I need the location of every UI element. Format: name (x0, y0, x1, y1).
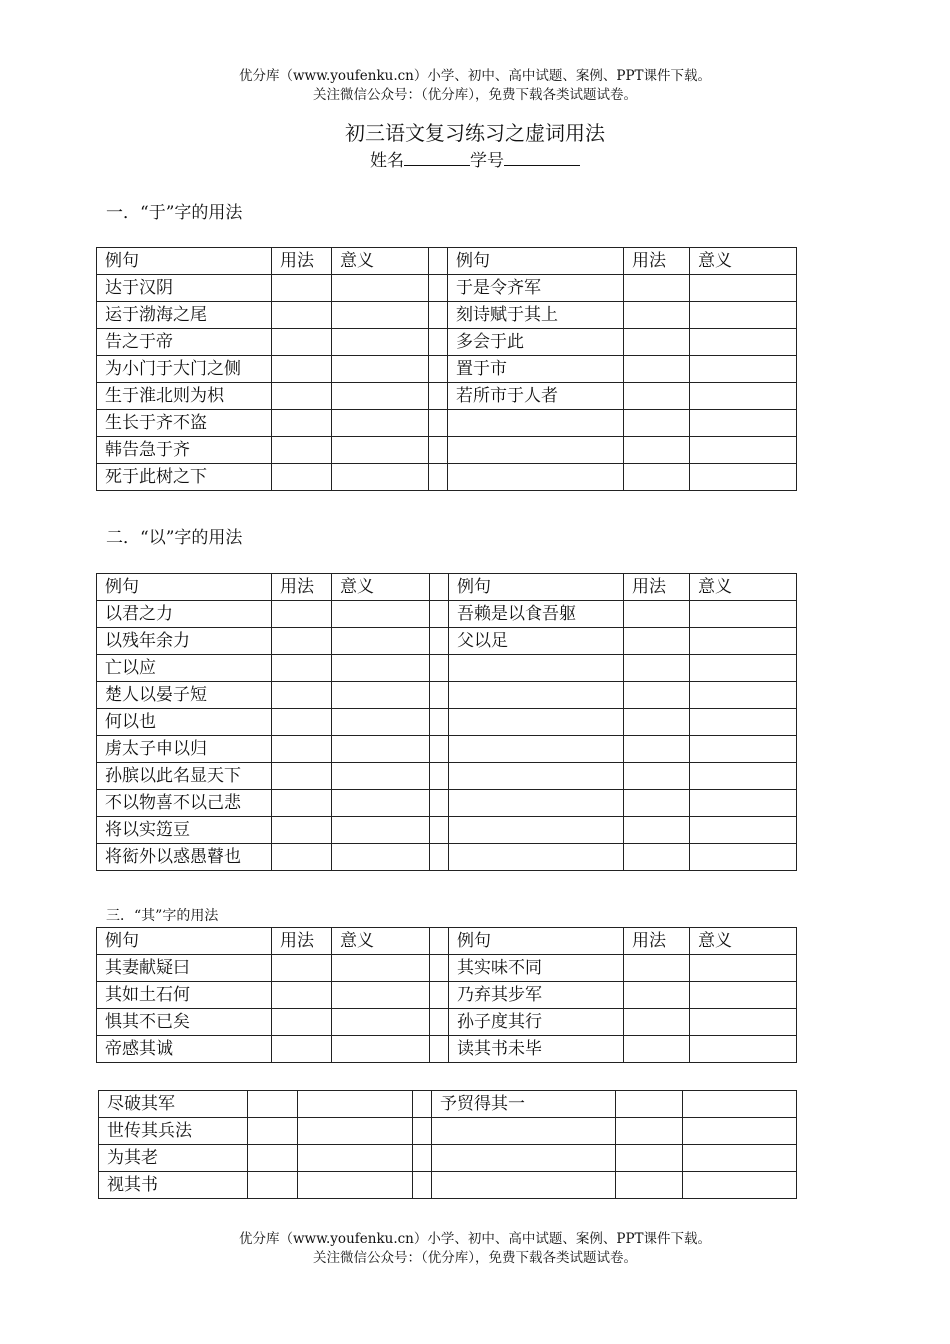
table-row (97, 763, 797, 790)
separator-cell (430, 655, 449, 682)
example-sentence (449, 844, 624, 871)
example-sentence: 为其老 (99, 1145, 248, 1172)
name-label: 姓名 (370, 151, 404, 171)
example-sentence (432, 1118, 616, 1145)
separator-cell (430, 982, 449, 1009)
meaning-answer-cell[interactable] (332, 655, 430, 682)
table-row (99, 1118, 797, 1145)
section-heading-yu: 一．“于”字的用法 (106, 203, 243, 223)
usage-answer-cell[interactable] (624, 383, 690, 410)
meaning-answer-cell[interactable] (332, 383, 429, 410)
usage-answer-cell[interactable] (272, 763, 332, 790)
col-header-example: 例句 (97, 248, 272, 275)
table-row (97, 628, 797, 655)
footer-line-1: 优分库（www.youfenku.cn）小学、初中、高中试题、案例、PPT课件下载。 (238, 1231, 712, 1247)
meaning-answer-cell[interactable] (332, 302, 429, 329)
usage-answer-cell[interactable] (624, 655, 690, 682)
meaning-answer-cell[interactable] (690, 1036, 797, 1063)
usage-answer-cell[interactable] (624, 1009, 690, 1036)
meaning-answer-cell[interactable] (298, 1118, 413, 1145)
meaning-answer-cell[interactable] (690, 383, 797, 410)
table-row (97, 1009, 797, 1036)
meaning-answer-cell[interactable] (332, 628, 430, 655)
example-sentence: 于是令齐军 (448, 275, 624, 302)
meaning-answer-cell[interactable] (683, 1118, 797, 1145)
table-row (97, 410, 797, 437)
example-sentence: 何以也 (97, 709, 272, 736)
example-sentence: 世传其兵法 (99, 1118, 248, 1145)
col-header-example: 例句 (449, 928, 624, 955)
meaning-answer-cell[interactable] (332, 437, 429, 464)
usage-answer-cell[interactable] (624, 817, 690, 844)
table-row (99, 1172, 797, 1199)
meaning-answer-cell[interactable] (332, 982, 430, 1009)
header-line-1: 优分库（www.youfenku.cn）小学、初中、高中试题、案例、PPT课件下载。 (238, 68, 712, 84)
usage-answer-cell[interactable] (272, 464, 332, 491)
example-sentence: 其妻献疑曰 (97, 955, 272, 982)
meaning-answer-cell[interactable] (332, 410, 429, 437)
example-sentence: 韩告急于齐 (97, 437, 272, 464)
usage-answer-cell[interactable] (272, 302, 332, 329)
col-header-meaning: 意义 (332, 928, 430, 955)
table-row (97, 844, 797, 871)
col-header-example: 例句 (449, 574, 624, 601)
col-header-usage: 用法 (624, 928, 690, 955)
usage-answer-cell[interactable] (616, 1145, 683, 1172)
table-row (97, 437, 797, 464)
table-row (97, 329, 797, 356)
table-row (97, 709, 797, 736)
meaning-answer-cell[interactable] (690, 982, 797, 1009)
example-sentence (449, 682, 624, 709)
example-sentence: 生长于齐不盗 (97, 410, 272, 437)
example-sentence: 刻诗赋于其上 (448, 302, 624, 329)
example-sentence: 其实味不同 (449, 955, 624, 982)
meaning-answer-cell[interactable] (690, 844, 797, 871)
table-header-row (97, 928, 797, 955)
meaning-answer-cell[interactable] (690, 302, 797, 329)
meaning-answer-cell[interactable] (690, 655, 797, 682)
separator-cell (430, 709, 449, 736)
table-row (99, 1145, 797, 1172)
meaning-answer-cell[interactable] (298, 1145, 413, 1172)
table-row (97, 601, 797, 628)
meaning-answer-cell[interactable] (690, 682, 797, 709)
separator-cell (430, 1036, 449, 1063)
example-sentence: 以君之力 (97, 601, 272, 628)
col-header-usage: 用法 (272, 248, 332, 275)
table-row (97, 356, 797, 383)
meaning-answer-cell[interactable] (690, 763, 797, 790)
meaning-answer-cell[interactable] (332, 329, 429, 356)
separator-cell (429, 356, 448, 383)
separator-cell (429, 275, 448, 302)
id-label: 学号 (470, 151, 504, 171)
example-sentence: 乃弃其步军 (449, 982, 624, 1009)
usage-answer-cell[interactable] (272, 709, 332, 736)
table-row (97, 1036, 797, 1063)
col-header-usage: 用法 (624, 248, 690, 275)
meaning-answer-cell[interactable] (690, 790, 797, 817)
example-sentence: 其如土石何 (97, 982, 272, 1009)
example-sentence: 楚人以晏子短 (97, 682, 272, 709)
col-header-example: 例句 (97, 574, 272, 601)
meaning-answer-cell[interactable] (690, 437, 797, 464)
example-sentence (449, 736, 624, 763)
meaning-answer-cell[interactable] (690, 736, 797, 763)
example-sentence: 虏太子申以归 (97, 736, 272, 763)
meaning-answer-cell[interactable] (690, 275, 797, 302)
col-header-meaning: 意义 (690, 574, 797, 601)
table-row (97, 982, 797, 1009)
usage-answer-cell[interactable] (272, 790, 332, 817)
meaning-answer-cell[interactable] (298, 1091, 413, 1118)
table-row (97, 383, 797, 410)
usage-answer-cell[interactable] (272, 955, 332, 982)
meaning-answer-cell[interactable] (690, 628, 797, 655)
example-sentence: 多会于此 (448, 329, 624, 356)
meaning-answer-cell[interactable] (332, 709, 430, 736)
usage-answer-cell[interactable] (624, 709, 690, 736)
usage-answer-cell[interactable] (272, 844, 332, 871)
meaning-answer-cell[interactable] (332, 955, 430, 982)
meaning-answer-cell[interactable] (332, 464, 429, 491)
example-sentence (448, 464, 624, 491)
separator-cell (413, 1118, 432, 1145)
meaning-answer-cell[interactable] (690, 601, 797, 628)
meaning-answer-cell[interactable] (332, 817, 430, 844)
separator-cell (430, 628, 449, 655)
usage-answer-cell[interactable] (624, 955, 690, 982)
separator-cell (430, 1009, 449, 1036)
table-header-row (97, 574, 797, 601)
section-heading-qi: 三．“其”字的用法 (106, 908, 219, 924)
table-yi (96, 573, 797, 871)
usage-answer-cell[interactable] (272, 1009, 332, 1036)
usage-answer-cell[interactable] (624, 790, 690, 817)
col-header-meaning: 意义 (690, 248, 797, 275)
table-row (99, 1091, 797, 1118)
usage-answer-cell[interactable] (624, 736, 690, 763)
meaning-answer-cell[interactable] (690, 1009, 797, 1036)
col-header-example: 例句 (97, 928, 272, 955)
example-sentence: 将衒外以惑愚瞽也 (97, 844, 272, 871)
separator-cell (429, 302, 448, 329)
usage-answer-cell[interactable] (248, 1091, 298, 1118)
col-header-meaning: 意义 (332, 248, 429, 275)
table-row (97, 302, 797, 329)
section-heading-yi: 二．“以”字的用法 (106, 528, 243, 548)
header-line-2: 关注微信公众号：（优分库），免费下载各类试题试卷。 (313, 87, 637, 103)
col-header-meaning: 意义 (690, 928, 797, 955)
usage-answer-cell[interactable] (272, 356, 332, 383)
example-sentence: 告之于帝 (97, 329, 272, 356)
example-sentence: 不以物喜不以己悲 (97, 790, 272, 817)
table-row (97, 275, 797, 302)
meaning-answer-cell[interactable] (690, 709, 797, 736)
usage-answer-cell[interactable] (616, 1091, 683, 1118)
meaning-answer-cell[interactable] (332, 1036, 430, 1063)
table-header-row (97, 248, 797, 275)
example-sentence (449, 655, 624, 682)
col-header-usage: 用法 (272, 928, 332, 955)
example-sentence: 运于渤海之尾 (97, 302, 272, 329)
usage-answer-cell[interactable] (248, 1145, 298, 1172)
meaning-answer-cell[interactable] (690, 955, 797, 982)
meaning-answer-cell[interactable] (683, 1145, 797, 1172)
example-sentence (432, 1172, 616, 1199)
table-yu (96, 247, 797, 491)
usage-answer-cell[interactable] (248, 1118, 298, 1145)
example-sentence: 生于淮北则为枳 (97, 383, 272, 410)
example-sentence: 置于市 (448, 356, 624, 383)
example-sentence: 视其书 (99, 1172, 248, 1199)
separator-cell (430, 763, 449, 790)
separator-cell (430, 955, 449, 982)
example-sentence: 孙子度其行 (449, 1009, 624, 1036)
separator-cell (429, 248, 448, 275)
example-sentence: 尽破其军 (99, 1091, 248, 1118)
example-sentence: 将以实笾豆 (97, 817, 272, 844)
meaning-answer-cell[interactable] (683, 1091, 797, 1118)
separator-cell (430, 790, 449, 817)
example-sentence (449, 763, 624, 790)
name-blank[interactable] (404, 149, 470, 166)
meaning-answer-cell[interactable] (332, 275, 429, 302)
separator-cell (413, 1091, 432, 1118)
table-qi-extra (98, 1090, 797, 1199)
usage-answer-cell[interactable] (624, 410, 690, 437)
example-sentence (448, 410, 624, 437)
usage-answer-cell[interactable] (624, 844, 690, 871)
table-row (97, 790, 797, 817)
meaning-answer-cell[interactable] (683, 1172, 797, 1199)
separator-cell (429, 329, 448, 356)
example-sentence: 帝感其诚 (97, 1036, 272, 1063)
usage-answer-cell[interactable] (272, 982, 332, 1009)
example-sentence: 吾赖是以食吾躯 (449, 601, 624, 628)
example-sentence: 孙膑以此名显天下 (97, 763, 272, 790)
col-header-usage: 用法 (624, 574, 690, 601)
col-header-example: 例句 (448, 248, 624, 275)
example-sentence: 亡以应 (97, 655, 272, 682)
example-sentence (448, 437, 624, 464)
usage-answer-cell[interactable] (272, 437, 332, 464)
usage-answer-cell[interactable] (272, 601, 332, 628)
separator-cell (430, 601, 449, 628)
example-sentence: 予贸得其一 (432, 1091, 616, 1118)
usage-answer-cell[interactable] (272, 655, 332, 682)
usage-answer-cell[interactable] (624, 763, 690, 790)
example-sentence: 若所市于人者 (448, 383, 624, 410)
example-sentence: 惧其不已矣 (97, 1009, 272, 1036)
usage-answer-cell[interactable] (624, 982, 690, 1009)
example-sentence: 父以足 (449, 628, 624, 655)
meaning-answer-cell[interactable] (690, 410, 797, 437)
page-title: 初三语文复习练习之虚词用法 (345, 121, 605, 145)
meaning-answer-cell[interactable] (690, 817, 797, 844)
example-sentence: 为小门于大门之侧 (97, 356, 272, 383)
meaning-answer-cell[interactable] (332, 763, 430, 790)
usage-answer-cell[interactable] (616, 1172, 683, 1199)
usage-answer-cell[interactable] (272, 817, 332, 844)
col-header-usage: 用法 (272, 574, 332, 601)
separator-cell (413, 1145, 432, 1172)
separator-cell (430, 817, 449, 844)
usage-answer-cell[interactable] (624, 329, 690, 356)
usage-answer-cell[interactable] (624, 275, 690, 302)
usage-answer-cell[interactable] (624, 356, 690, 383)
meaning-answer-cell[interactable] (332, 1009, 430, 1036)
usage-answer-cell[interactable] (624, 682, 690, 709)
meaning-answer-cell[interactable] (332, 356, 429, 383)
example-sentence (449, 817, 624, 844)
example-sentence (432, 1145, 616, 1172)
example-sentence (449, 790, 624, 817)
footer-line-2: 关注微信公众号：（优分库），免费下载各类试题试卷。 (313, 1250, 637, 1266)
meaning-answer-cell[interactable] (332, 790, 430, 817)
table-row (97, 817, 797, 844)
separator-cell (429, 464, 448, 491)
meaning-answer-cell[interactable] (298, 1172, 413, 1199)
meaning-answer-cell[interactable] (690, 329, 797, 356)
usage-answer-cell[interactable] (272, 1036, 332, 1063)
table-row (97, 955, 797, 982)
table-row (97, 736, 797, 763)
example-sentence: 达于汉阴 (97, 275, 272, 302)
name-id-line (0, 146, 950, 171)
separator-cell (430, 844, 449, 871)
separator-cell (429, 437, 448, 464)
separator-cell (429, 410, 448, 437)
separator-cell (430, 736, 449, 763)
example-sentence: 以残年余力 (97, 628, 272, 655)
usage-answer-cell[interactable] (624, 437, 690, 464)
usage-answer-cell[interactable] (272, 275, 332, 302)
table-qi (96, 927, 797, 1063)
usage-answer-cell[interactable] (272, 410, 332, 437)
separator-cell (430, 682, 449, 709)
meaning-answer-cell[interactable] (332, 682, 430, 709)
meaning-answer-cell[interactable] (332, 736, 430, 763)
table-row (97, 682, 797, 709)
usage-answer-cell[interactable] (624, 601, 690, 628)
usage-answer-cell[interactable] (272, 736, 332, 763)
meaning-answer-cell[interactable] (332, 844, 430, 871)
table-row (97, 655, 797, 682)
example-sentence (449, 709, 624, 736)
separator-cell (430, 574, 449, 601)
col-header-meaning: 意义 (332, 574, 430, 601)
example-sentence: 读其书未毕 (449, 1036, 624, 1063)
usage-answer-cell[interactable] (272, 383, 332, 410)
usage-answer-cell[interactable] (272, 682, 332, 709)
usage-answer-cell[interactable] (624, 1036, 690, 1063)
usage-answer-cell[interactable] (272, 628, 332, 655)
usage-answer-cell[interactable] (624, 628, 690, 655)
usage-answer-cell[interactable] (248, 1172, 298, 1199)
separator-cell (429, 383, 448, 410)
meaning-answer-cell[interactable] (690, 356, 797, 383)
usage-answer-cell[interactable] (624, 302, 690, 329)
separator-cell (430, 928, 449, 955)
separator-cell (413, 1172, 432, 1199)
usage-answer-cell[interactable] (624, 464, 690, 491)
id-blank[interactable] (504, 149, 580, 166)
meaning-answer-cell[interactable] (690, 464, 797, 491)
usage-answer-cell[interactable] (272, 329, 332, 356)
meaning-answer-cell[interactable] (332, 601, 430, 628)
usage-answer-cell[interactable] (616, 1118, 683, 1145)
table-row (97, 464, 797, 491)
example-sentence: 死于此树之下 (97, 464, 272, 491)
